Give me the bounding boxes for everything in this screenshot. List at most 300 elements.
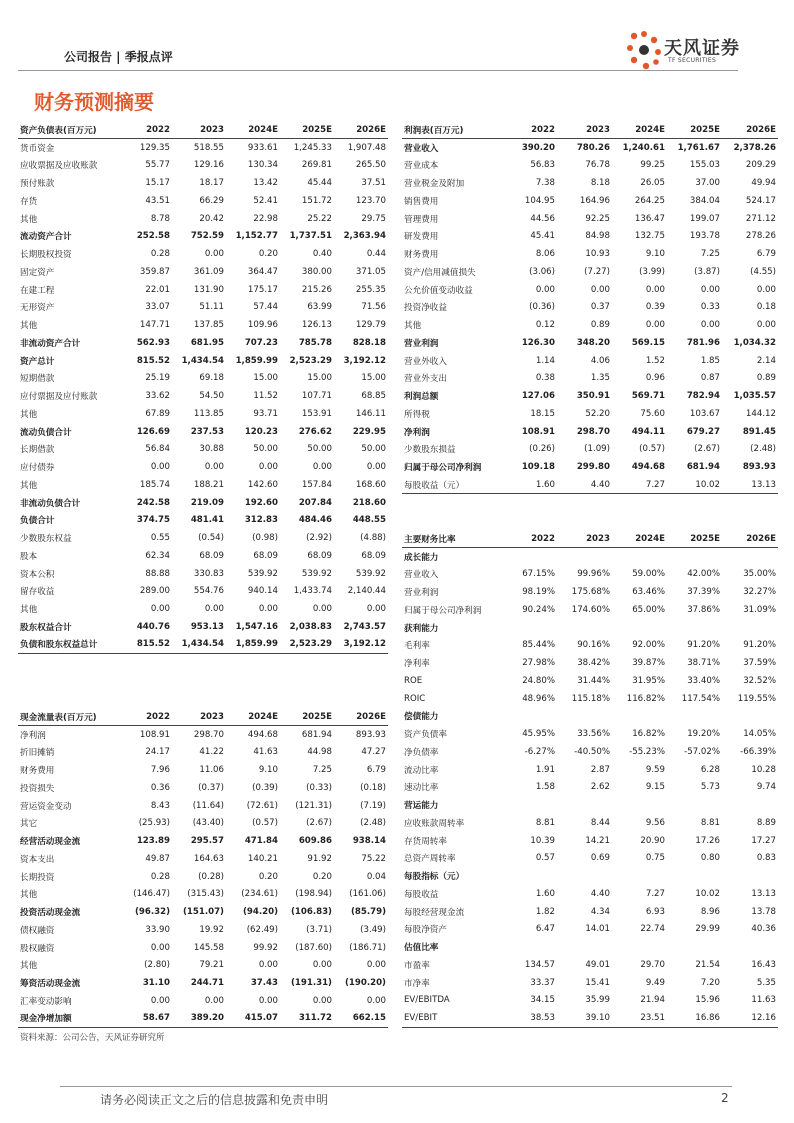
cell-value: 264.25 [634,195,665,206]
cell-value: 155.03 [689,160,720,171]
logo-english-name: TF SECURITIES [668,57,717,64]
table-row [402,761,778,779]
year-header: 2023 [557,530,612,548]
year-header: 2023 [557,121,612,139]
cell-value: 41.22 [199,747,224,758]
row-label: 资产总计 [20,356,55,367]
row-label: 应收票据及应收账款 [20,161,98,172]
cell-value: 219.09 [190,497,224,508]
row-label: 短期借款 [20,374,55,385]
cell-value: 5.73 [700,782,720,793]
year-header: 2022 [118,121,172,139]
table-row [402,476,778,494]
logo-chinese-name: 天风证券 [664,38,740,59]
cell-value: 27.98% [522,658,555,669]
cell-value: (0.57) [639,444,665,455]
cell-value: 51.11 [199,302,224,313]
row-label: 归属于母公司净利润 [404,463,482,474]
cell-value: 384.04 [689,195,720,206]
cell-value: 893.93 [742,462,776,473]
cell-value: (190.20) [344,978,386,989]
cell-value: 49.94 [751,178,776,189]
disclaimer-text: 请务必阅读正文之后的信息披露和免责申明 [100,1093,329,1107]
cell-value: 1,434.54 [181,355,224,366]
year-header: 2024E [612,530,667,548]
cell-value: (43.40) [192,818,224,829]
table-row [18,832,388,850]
cell-value: 126.69 [136,426,170,437]
cell-value: 752.59 [190,231,224,242]
cell-value: (3.87) [694,266,720,277]
row-label: 其他 [20,605,38,616]
cell-value: 107.71 [301,391,332,402]
cell-value: 252.58 [136,231,170,242]
cell-value: 554.76 [193,586,224,597]
cell-value: 6.93 [645,906,665,917]
cell-value: 10.39 [530,835,555,846]
cell-value: 0.89 [590,320,610,331]
cell-value: 207.84 [298,497,332,508]
cell-value: 681.94 [301,729,332,740]
cell-value: 31.44% [577,675,610,686]
cell-value: 380.00 [301,266,332,277]
cell-value: 9.10 [258,765,278,776]
cell-value: 68.85 [361,391,386,402]
cell-value [722,938,778,956]
cell-value: 539.92 [355,568,386,579]
table-row [18,299,388,317]
cell-value: 134.57 [524,959,555,970]
cell-value: 131.90 [193,284,224,295]
table-row [18,210,388,228]
cell-value: 0.00 [366,960,386,971]
cell-value: 0.28 [150,871,170,882]
row-label: 净利润 [20,730,46,741]
cell-value: 40.36 [751,924,776,935]
cell-value: 7.25 [312,765,332,776]
row-label: 长期股权投资 [20,250,72,261]
cell-value: 0.18 [756,302,776,313]
cell-value: 389.20 [172,1010,226,1028]
cell-value [722,548,778,566]
table-row [402,796,778,814]
cell-value: 146.11 [355,408,386,419]
cell-value: 1.60 [502,476,557,494]
cell-value: 88.88 [145,568,170,579]
row-label: 在建工程 [20,285,55,296]
year-header: 2026E [334,708,388,726]
row-label: 经营活动现金流 [20,837,81,848]
cell-value: 7.96 [150,765,170,776]
cell-value: 123.89 [136,836,170,847]
row-label: 市净率 [404,978,430,989]
cell-value: 92.00% [632,640,665,651]
cell-value: 68.09 [199,550,224,561]
cell-value: 63.46% [632,587,665,598]
year-header: 2024E [612,121,667,139]
table-row [402,139,778,157]
row-label: 股权融资 [20,943,55,954]
cell-value: 361.09 [193,266,224,277]
row-label: 应收账款周转率 [404,818,465,829]
cell-value: 2,038.83 [289,621,332,632]
cell-value: 7.38 [535,178,555,189]
cell-value: (25.93) [138,818,170,829]
cell-value: 49.01 [585,959,610,970]
cell-value: 65.00% [632,604,665,615]
cell-value [667,867,722,885]
cell-value: -57.02% [684,746,720,757]
table-row [402,174,778,192]
cell-value: 481.41 [190,515,224,526]
cell-value: 76.78 [585,160,610,171]
balance-sheet-header-row [18,121,388,139]
cell-value: 15.41 [585,977,610,988]
cell-value: 17.27 [751,835,776,846]
cash-flow-table [18,708,388,1028]
balance-sheet-table [18,121,388,654]
cell-value: 18.15 [530,408,555,419]
cell-value: 681.94 [686,462,720,473]
row-label: 营运能力 [404,801,439,812]
cell-value: 9.15 [645,782,665,793]
row-label: 其他 [404,321,422,332]
row-label: 获利能力 [404,623,439,634]
cell-value: (315.43) [187,889,224,900]
table-row [18,921,388,939]
cell-value: 0.57 [535,853,555,864]
cell-value: 39.87% [632,658,665,669]
row-label: 资产/信用减值损失 [404,267,476,278]
row-label: 其他 [20,480,38,491]
cell-value: -55.23% [629,746,665,757]
cell-value: 174.60% [571,604,610,615]
cell-value: (2.67) [694,444,720,455]
row-label: 资本公积 [20,569,55,580]
row-label: 少数股东权益 [20,534,72,545]
table-row [402,974,778,992]
table-row [18,565,388,583]
table-row [18,263,388,281]
cell-value: 237.53 [190,426,224,437]
row-label: 营业收入 [404,570,439,581]
cell-value: 2,523.29 [289,355,332,366]
cell-value: 0.00 [535,284,555,295]
cell-value: 1,547.16 [235,621,278,632]
cell-value: 265.50 [355,160,386,171]
cell-value: 0.00 [756,284,776,295]
cell-value: 707.23 [244,337,278,348]
cell-value: 25.19 [145,373,170,384]
table-row [18,939,388,957]
cell-value: (3.06) [529,266,555,277]
cell-value: 4.06 [590,355,610,366]
cell-value [502,708,557,726]
cell-value: 75.60 [640,408,665,419]
cell-value: 0.00 [204,462,224,473]
cell-value: 129.35 [139,142,170,153]
table-row [18,974,388,992]
cell-value: 30.88 [199,444,224,455]
cell-value: 90.16% [577,640,610,651]
cell-value: 0.75 [645,853,665,864]
cell-value [722,796,778,814]
cell-value: 6.47 [535,924,555,935]
row-label: 长期借款 [20,445,55,456]
cell-value: 524.17 [745,195,776,206]
cell-value: 14.05% [743,729,776,740]
row-label: 其它 [20,819,38,830]
table-row [18,744,388,762]
cell-value: 44.98 [307,747,332,758]
cell-value: 0.83 [756,853,776,864]
cell-value: 828.18 [352,337,386,348]
cell-value: 44.56 [530,213,555,224]
table-row [18,618,388,636]
cell-value: 37.59% [743,658,776,669]
cell-value: 168.60 [355,479,386,490]
cell-value: 815.52 [136,355,170,366]
row-label: 股本 [20,551,38,562]
cell-value: (186.71) [349,942,386,953]
cell-value: 299.80 [576,462,610,473]
cell-value: 145.58 [193,942,224,953]
cell-value: 49.87 [145,853,170,864]
table-row [18,868,388,886]
cell-value: 0.20 [258,249,278,260]
cell-value: (7.27) [584,266,610,277]
cell-value: 271.12 [745,213,776,224]
cell-value: 9.49 [645,977,665,988]
cell-value: 0.40 [312,249,332,260]
row-label: 营业外收入 [404,356,447,367]
cell-value: 609.86 [298,836,332,847]
cell-value: 43.51 [145,195,170,206]
cell-value: 0.00 [258,462,278,473]
cell-value: 113.85 [193,408,224,419]
cell-value [722,619,778,637]
row-label: 营业税金及附加 [404,179,465,190]
cell-value: 120.23 [244,426,278,437]
row-label: 所得税 [404,409,430,420]
cell-value: 164.63 [193,853,224,864]
cell-value: 0.00 [645,320,665,331]
row-label: 销售费用 [404,196,439,207]
cell-value: 390.20 [521,142,555,153]
cell-value: 289.00 [139,586,170,597]
cell-value: 215.26 [301,284,332,295]
table-row [18,583,388,601]
table-row [402,850,778,868]
cell-value: (2.48) [360,818,386,829]
table-row [18,423,388,441]
cell-value: 0.00 [590,284,610,295]
cell-value: 104.95 [524,195,555,206]
cell-value: 11.06 [199,765,224,776]
cell-value: 129.79 [355,320,386,331]
row-label: 财务费用 [20,766,55,777]
cell-value: 1,035.57 [733,391,776,402]
cell-value: 20.90 [640,835,665,846]
cell-value [612,867,667,885]
cell-value: 68.09 [253,550,278,561]
row-label: 资本支出 [20,854,55,865]
row-label: 每股净资产 [404,925,447,936]
cell-value: 371.05 [355,266,386,277]
cell-value: 109.96 [247,320,278,331]
cell-value: 374.75 [136,515,170,526]
row-label: ROE [404,675,423,686]
cell-value: 242.58 [136,497,170,508]
year-header: 2025E [280,708,334,726]
cell-value: 1,859.99 [226,636,280,654]
cell-value: 569.15 [631,337,665,348]
table-row [18,815,388,833]
table-row [402,281,778,299]
cell-value: 157.84 [301,479,332,490]
cell-value: 0.00 [645,284,665,295]
row-label: 长期投资 [20,872,55,883]
cell-value [557,619,612,637]
cell-value: 91.20% [743,640,776,651]
cell-value: 1.60 [535,888,555,899]
cell-value: 0.00 [366,462,386,473]
cell-value: 9.10 [645,249,665,260]
cell-value: 33.90 [145,924,170,935]
cell-value: 99.25 [640,160,665,171]
cell-value: 26.05 [640,178,665,189]
cell-value: 153.91 [301,408,332,419]
cell-value [557,708,612,726]
cell-value: 126.13 [301,320,332,331]
cell-value: 8.78 [150,213,170,224]
table-row [402,708,778,726]
cell-value: 0.33 [700,302,720,313]
cell-value: 50.00 [361,444,386,455]
cell-value: 56.84 [145,444,170,455]
cell-value: 0.00 [700,320,720,331]
table-row [402,405,778,423]
cell-value: 2.14 [756,355,776,366]
year-header: 2025E [280,121,334,139]
cell-value: 0.00 [756,320,776,331]
row-label: 流动负债合计 [20,427,72,438]
cell-value: 953.13 [190,621,224,632]
cell-value: 192.60 [244,497,278,508]
cell-value: 20.42 [199,213,224,224]
cell-value: 193.78 [689,231,720,242]
row-label: 总资产周转率 [404,854,456,865]
table-row [18,387,388,405]
row-label: 股东权益合计 [20,622,72,633]
cell-value: 255.35 [355,284,386,295]
cell-value: 229.95 [352,426,386,437]
cell-value: 34.15 [530,995,555,1006]
cell-value: 2,743.57 [343,621,386,632]
table-row [402,619,778,637]
cell-value: 539.92 [247,568,278,579]
cell-value: 151.72 [301,195,332,206]
cell-value: 33.56% [577,729,610,740]
cell-value: 2,363.94 [343,231,386,242]
table-row [402,316,778,334]
cell-value: 0.00 [258,604,278,615]
cell-value: (2.48) [750,444,776,455]
cell-value: 59.00% [632,569,665,580]
cell-value: 15.00 [307,373,332,384]
cell-value: 47.27 [361,747,386,758]
cell-value: (0.37) [198,782,224,793]
cell-value [502,867,557,885]
cell-value [502,619,557,637]
row-label: 流动比率 [404,765,439,776]
row-label: 留存收益 [20,587,55,598]
cell-value: 75.22 [361,853,386,864]
row-label: 营业外支出 [404,374,447,385]
cell-value: 14.01 [585,924,610,935]
cell-value: 127.06 [521,391,555,402]
cell-value: 8.18 [590,178,610,189]
cell-value: 4.34 [590,906,610,917]
cell-value: 0.12 [535,320,555,331]
table-row [402,903,778,921]
cell-value: 63.99 [307,302,332,313]
cell-value [667,548,722,566]
row-label: 净利率 [404,659,430,670]
cell-value: 10.02 [667,476,722,494]
cell-value: 440.76 [136,621,170,632]
cell-value: 93.71 [253,408,278,419]
cell-value [667,619,722,637]
cell-value: 130.34 [247,160,278,171]
cell-value: 188.21 [193,479,224,490]
cell-value: 0.00 [258,995,278,1006]
cell-value: 0.20 [312,871,332,882]
cell-value [557,938,612,956]
cell-value: (146.47) [133,889,170,900]
cell-value: 1,434.54 [172,636,226,654]
cell-value: 91.20% [687,640,720,651]
row-label: 成长能力 [404,552,439,563]
cell-value: 57.44 [253,302,278,313]
table-row [402,1009,778,1027]
cell-value: 15.96 [695,995,720,1006]
cell-value: 144.12 [745,408,776,419]
table-row [402,263,778,281]
row-label: ROIC [404,693,426,704]
cell-value: 14.21 [585,835,610,846]
cell-value: 938.14 [352,836,386,847]
row-label: 净利润 [404,427,430,438]
cell-value: 99.92 [253,942,278,953]
cell-value: 92.25 [585,213,610,224]
income-statement-header-row [402,121,778,139]
row-label: 资产负债率 [404,730,447,741]
cell-value: 2,140.44 [347,586,386,597]
cell-value: 175.17 [247,284,278,295]
cell-value: 24.80% [522,675,555,686]
cell-value: 1.82 [535,906,555,917]
cell-value: 33.62 [145,391,170,402]
cell-value: 298.70 [193,729,224,740]
row-label: 投资活动现金流 [20,908,81,919]
cell-value: 115.18% [571,693,610,704]
cell-value: 0.04 [366,871,386,882]
table-row [402,956,778,974]
table-title: 主要财务比率 [402,530,502,548]
cell-value [612,796,667,814]
cell-value: 0.20 [258,871,278,882]
